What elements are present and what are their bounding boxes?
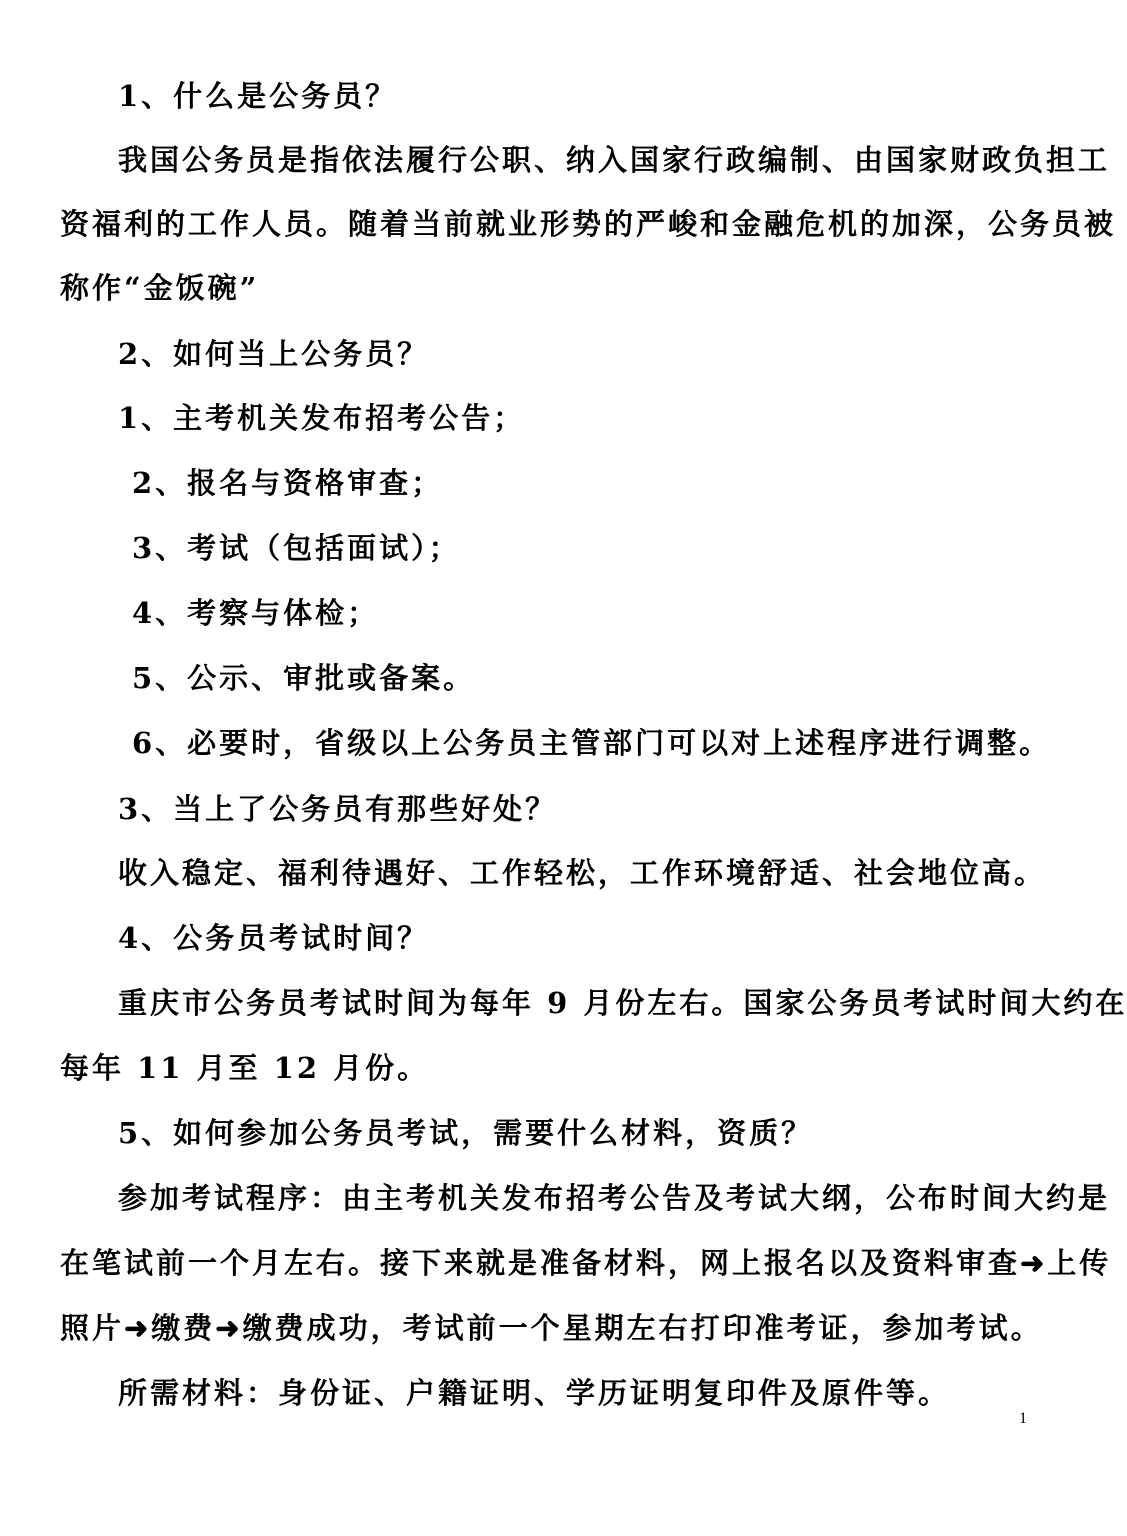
paragraph-line: 收入稳定、福利待遇好、工作轻松，工作环境舒适、社会地位高。 (118, 856, 1047, 890)
paragraph-line: 在笔试前一个月左右。接下来就是准备材料，网上报名以及资料审查➜上传 (60, 1246, 1112, 1280)
paragraph-line: 称作“金饭碗” (60, 271, 260, 305)
paragraph-line: 资福利的工作人员。随着当前就业形势的严峻和金融危机的加深，公务员被 (60, 207, 1117, 241)
page-number: 1 (1019, 1410, 1027, 1427)
list-item: 6、必要时，省级以上公务员主管部门可以对上述程序进行调整。 (132, 726, 1052, 760)
heading-q5: 5、如何参加公务员考试，需要什么材料，资质？ (118, 1116, 814, 1150)
paragraph-line: 参加考试程序：由主考机关发布招考公告及考试大纲，公布时间大约是 (118, 1181, 1111, 1215)
heading-q3: 3、当上了公务员有那些好处？ (118, 792, 558, 826)
heading-q2: 2、如何当上公务员？ (118, 337, 430, 371)
paragraph-line: 重庆市公务员考试时间为每年 9 月份左右。国家公务员考试时间大约在 (118, 986, 1127, 1020)
list-item: 3、考试（包括面试）； (132, 531, 461, 565)
list-item: 1、主考机关发布招考公告； (118, 401, 526, 435)
list-item: 2、报名与资格审查； (132, 466, 444, 500)
heading-q1: 1、什么是公务员？ (118, 79, 398, 113)
paragraph-line: 每年 11 月至 12 月份。 (60, 1051, 430, 1085)
heading-q4: 4、公务员考试时间？ (118, 921, 430, 955)
paragraph-line: 照片➜缴费➜缴费成功，考试前一个星期左右打印准考证，参加考试。 (60, 1311, 1043, 1345)
list-item: 4、考察与体检； (132, 596, 380, 630)
paragraph-line: 我国公务员是指依法履行公职、纳入国家行政编制、由国家财政负担工 (118, 143, 1111, 177)
list-item: 5、公示、审批或备案。 (132, 661, 476, 695)
paragraph-line: 所需材料：身份证、户籍证明、学历证明复印件及原件等。 (118, 1376, 951, 1410)
